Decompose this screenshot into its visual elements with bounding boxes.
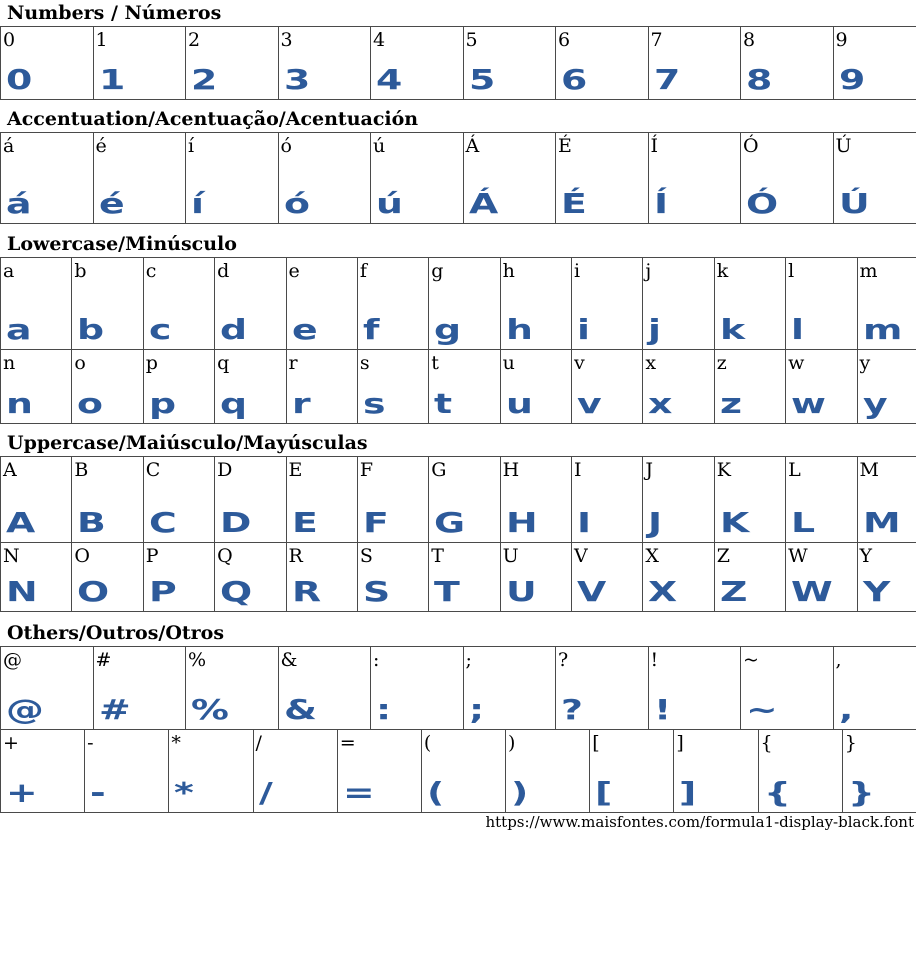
character-label: 5 — [465, 29, 478, 51]
character-label: V — [574, 545, 588, 567]
character-label: S — [359, 545, 373, 567]
character-label: d — [217, 260, 230, 282]
font-glyph-sample: R — [291, 575, 321, 608]
glyph-cell — [1, 457, 72, 543]
font-glyph-sample: v — [577, 387, 602, 420]
character-label: 2 — [188, 29, 201, 51]
glyph-cell — [643, 350, 714, 424]
font-glyph-sample: p — [148, 387, 176, 420]
font-glyph-sample: = — [342, 776, 375, 809]
glyph-cell — [463, 133, 556, 224]
character-label: L — [788, 459, 801, 481]
character-label: Y — [859, 545, 873, 567]
character-label: K — [716, 459, 731, 481]
glyph-cell — [429, 258, 500, 350]
glyph-cell — [500, 258, 571, 350]
glyph-cell — [857, 350, 916, 424]
font-glyph-sample: O — [77, 575, 110, 608]
glyph-cell — [286, 543, 357, 612]
character-label: T — [431, 545, 444, 567]
glyph-cell — [741, 133, 834, 224]
glyph-cell — [857, 543, 916, 612]
glyph-cell — [93, 647, 186, 730]
font-glyph-sample: ( — [426, 776, 445, 809]
character-label: j — [645, 260, 652, 282]
character-label: É — [558, 135, 572, 157]
character-label: + — [3, 732, 19, 754]
character-label: W — [788, 545, 808, 567]
glyph-cell — [714, 543, 785, 612]
glyph-cell — [1, 350, 72, 424]
glyph-cell — [169, 730, 253, 813]
font-glyph-sample: l — [791, 313, 805, 346]
character-label: 1 — [95, 29, 108, 51]
character-label: i — [574, 260, 581, 282]
character-label: % — [188, 649, 207, 671]
font-glyph-sample: z — [719, 387, 742, 420]
character-label: o — [74, 352, 86, 374]
character-label: 6 — [558, 29, 571, 51]
character-label: = — [339, 732, 356, 754]
glyph-cell — [85, 730, 169, 813]
character-label: k — [716, 260, 729, 282]
glyph-cell — [357, 543, 428, 612]
character-label: á — [3, 135, 15, 157]
glyph-cell — [286, 457, 357, 543]
font-glyph-sample: ) — [511, 776, 529, 809]
character-label: A — [3, 459, 17, 481]
character-label: / — [255, 732, 262, 754]
character-label: : — [373, 649, 380, 671]
font-glyph-sample: a — [6, 313, 32, 346]
character-label: { — [760, 732, 773, 754]
glyph-cell — [72, 350, 143, 424]
glyph-cell — [833, 27, 916, 100]
character-label: ! — [650, 649, 659, 671]
glyph-row — [1, 543, 916, 612]
font-glyph-sample: q — [220, 387, 248, 420]
grid-others-row-2 — [0, 729, 916, 813]
grid-numbers — [0, 26, 916, 100]
character-label: f — [359, 260, 367, 282]
glyph-cell — [286, 258, 357, 350]
font-glyph-sample: É — [561, 187, 587, 220]
font-glyph-sample: C — [148, 506, 177, 539]
font-glyph-sample: r — [291, 387, 311, 420]
font-glyph-sample: P — [148, 575, 177, 608]
font-glyph-sample: ? — [561, 693, 583, 726]
glyph-cell — [429, 543, 500, 612]
character-label: ; — [465, 649, 472, 671]
font-glyph-sample: 3 — [283, 63, 310, 96]
font-glyph-sample: u — [505, 387, 533, 420]
character-label: O — [74, 545, 90, 567]
character-label: E — [288, 459, 303, 481]
font-glyph-sample: W — [791, 575, 833, 608]
font-glyph-sample: H — [505, 506, 538, 539]
character-label: 7 — [650, 29, 663, 51]
font-glyph-sample: % — [191, 693, 229, 726]
font-glyph-sample: J — [648, 506, 663, 539]
character-label: ~ — [743, 649, 759, 671]
font-glyph-sample: 9 — [838, 63, 865, 96]
character-label: z — [716, 352, 727, 374]
grid-lowercase — [0, 257, 916, 424]
source-url: https://www.maisfontes.com/formula1-display-black.font — [485, 813, 914, 831]
character-label: X — [645, 545, 659, 567]
glyph-cell — [842, 730, 916, 813]
glyph-cell — [786, 457, 857, 543]
font-glyph-sample: d — [220, 313, 248, 346]
font-glyph-sample: , — [838, 693, 853, 726]
character-label: B — [74, 459, 89, 481]
font-glyph-sample: A — [6, 506, 36, 539]
glyph-cell — [357, 350, 428, 424]
character-label: I — [574, 459, 582, 481]
character-label: w — [788, 352, 805, 374]
font-glyph-sample: Í — [653, 187, 668, 220]
font-glyph-sample: i — [577, 313, 590, 346]
character-label: N — [3, 545, 20, 567]
glyph-cell — [500, 350, 571, 424]
character-label: ( — [423, 732, 432, 754]
font-glyph-sample: ú — [376, 187, 403, 220]
character-label: ú — [373, 135, 386, 157]
glyph-cell — [143, 457, 214, 543]
font-glyph-sample: á — [6, 187, 32, 220]
font-glyph-sample: ] — [679, 776, 697, 809]
character-label: s — [359, 352, 370, 374]
glyph-cell — [72, 543, 143, 612]
grid-others-row-1 — [0, 646, 916, 730]
character-label: m — [859, 260, 878, 282]
font-glyph-sample: n — [6, 387, 33, 420]
character-label: , — [835, 649, 842, 671]
glyph-cell — [572, 543, 643, 612]
glyph-cell — [278, 647, 371, 730]
glyph-cell — [833, 647, 916, 730]
font-glyph-sample: 4 — [376, 63, 403, 96]
font-glyph-sample: ó — [283, 187, 310, 220]
glyph-cell — [337, 730, 421, 813]
font-glyph-sample: T — [434, 575, 461, 608]
glyph-cell — [572, 350, 643, 424]
glyph-cell — [253, 730, 337, 813]
glyph-cell — [143, 543, 214, 612]
font-glyph-sample: m — [862, 313, 902, 346]
font-glyph-sample: 6 — [561, 63, 588, 96]
character-label: 9 — [835, 29, 848, 51]
font-glyph-sample: - — [90, 776, 106, 809]
font-glyph-sample: L — [791, 506, 816, 539]
glyph-cell — [556, 133, 649, 224]
character-label: v — [574, 352, 585, 374]
character-label: H — [502, 459, 520, 481]
font-glyph-sample: Ú — [838, 187, 870, 220]
font-glyph-sample: # — [98, 693, 131, 726]
section-title-numbers: Numbers / Números — [7, 2, 222, 24]
character-label: * — [171, 732, 181, 754]
character-label: Í — [650, 135, 659, 157]
glyph-cell — [643, 543, 714, 612]
character-label: l — [788, 260, 795, 282]
character-label: r — [288, 352, 298, 374]
character-label: Á — [465, 135, 480, 157]
font-glyph-sample: o — [77, 387, 104, 420]
character-label: Ú — [835, 135, 852, 157]
font-glyph-sample: k — [719, 313, 745, 346]
character-label: & — [280, 649, 298, 671]
glyph-cell — [72, 457, 143, 543]
glyph-cell — [1, 133, 94, 224]
character-label: e — [288, 260, 300, 282]
glyph-cell — [429, 457, 500, 543]
font-glyph-sample: t — [434, 387, 453, 420]
glyph-row — [1, 258, 916, 350]
font-glyph-sample: / — [258, 776, 273, 809]
glyph-cell — [357, 258, 428, 350]
character-label: 3 — [280, 29, 293, 51]
font-glyph-sample: 5 — [468, 63, 495, 96]
glyph-cell — [833, 133, 916, 224]
character-label: p — [145, 352, 158, 374]
font-glyph-sample: e — [291, 313, 318, 346]
glyph-cell — [429, 350, 500, 424]
character-label: C — [145, 459, 161, 481]
font-glyph-sample: j — [648, 313, 662, 346]
font-glyph-sample: B — [77, 506, 107, 539]
font-glyph-sample: x — [648, 387, 673, 420]
glyph-cell — [786, 258, 857, 350]
character-label: J — [645, 459, 653, 481]
grid-uppercase — [0, 456, 916, 612]
glyph-cell — [643, 457, 714, 543]
glyph-cell — [857, 457, 916, 543]
character-label: 0 — [3, 29, 16, 51]
font-glyph-sample: í — [191, 187, 204, 220]
font-glyph-sample: } — [847, 776, 875, 809]
glyph-cell — [648, 647, 741, 730]
glyph-cell — [643, 258, 714, 350]
character-label: u — [502, 352, 515, 374]
glyph-cell — [572, 457, 643, 543]
glyph-cell — [215, 350, 286, 424]
font-glyph-sample: 0 — [6, 63, 33, 96]
font-glyph-sample: K — [719, 506, 750, 539]
section-title-uppercase: Uppercase/Maiúsculo/Mayúsculas — [7, 432, 368, 454]
character-label: n — [3, 352, 16, 374]
font-glyph-sample: 7 — [653, 63, 680, 96]
font-glyph-sample: Ó — [746, 187, 779, 220]
glyph-cell — [215, 543, 286, 612]
font-glyph-sample: { — [763, 776, 791, 809]
glyph-cell — [674, 730, 758, 813]
glyph-row — [1, 647, 916, 730]
font-glyph-sample: F — [362, 506, 389, 539]
glyph-cell — [572, 258, 643, 350]
font-glyph-sample: Y — [862, 575, 890, 608]
character-label: P — [145, 545, 159, 567]
glyph-cell — [500, 543, 571, 612]
font-glyph-sample: [ — [595, 776, 613, 809]
character-label: q — [217, 352, 230, 374]
glyph-cell — [758, 730, 842, 813]
glyph-cell — [143, 258, 214, 350]
character-label: c — [145, 260, 157, 282]
glyph-cell — [741, 647, 834, 730]
glyph-cell — [590, 730, 674, 813]
character-label: - — [87, 732, 94, 754]
font-glyph-sample: & — [283, 693, 317, 726]
glyph-cell — [371, 133, 464, 224]
glyph-cell — [463, 27, 556, 100]
font-glyph-sample: Z — [719, 575, 748, 608]
character-label: ) — [508, 732, 516, 754]
font-glyph-sample: * — [174, 776, 195, 809]
glyph-cell — [648, 27, 741, 100]
font-glyph-sample: s — [362, 387, 386, 420]
font-glyph-sample: ! — [653, 693, 671, 726]
glyph-cell — [143, 350, 214, 424]
character-label: M — [859, 459, 879, 481]
glyph-cell — [857, 258, 916, 350]
glyph-row — [1, 457, 916, 543]
glyph-cell — [278, 27, 371, 100]
character-label: a — [3, 260, 15, 282]
glyph-cell — [1, 647, 94, 730]
glyph-cell — [371, 27, 464, 100]
glyph-cell — [93, 133, 186, 224]
character-label: } — [844, 732, 857, 754]
glyph-cell — [186, 27, 279, 100]
font-glyph-sample: @ — [6, 693, 44, 726]
glyph-cell — [278, 133, 371, 224]
glyph-row — [1, 27, 916, 100]
glyph-cell — [286, 350, 357, 424]
font-glyph-sample: 8 — [746, 63, 773, 96]
glyph-cell — [72, 258, 143, 350]
font-glyph-sample: ; — [468, 693, 484, 726]
font-glyph-sample: 1 — [98, 63, 125, 96]
font-glyph-sample: U — [505, 575, 537, 608]
glyph-cell — [741, 27, 834, 100]
character-label: D — [217, 459, 233, 481]
character-label: R — [288, 545, 303, 567]
glyph-cell — [556, 27, 649, 100]
glyph-row — [1, 350, 916, 424]
font-glyph-sample: é — [98, 187, 125, 220]
section-title-others: Others/Outros/Otros — [7, 622, 225, 644]
character-label: @ — [3, 649, 22, 671]
character-label: ] — [676, 732, 684, 754]
character-label: b — [74, 260, 87, 282]
font-glyph-sample: S — [362, 575, 391, 608]
glyph-cell — [371, 647, 464, 730]
character-label: t — [431, 352, 439, 374]
font-glyph-sample: y — [862, 387, 888, 420]
font-glyph-sample: 2 — [191, 63, 218, 96]
font-glyph-sample: M — [862, 506, 901, 539]
glyph-row — [1, 730, 916, 813]
glyph-cell — [506, 730, 590, 813]
glyph-cell — [186, 133, 279, 224]
grid-accents — [0, 132, 916, 224]
character-label: Ó — [743, 135, 759, 157]
font-glyph-sample: b — [77, 313, 105, 346]
glyph-cell — [556, 647, 649, 730]
glyph-cell — [1, 543, 72, 612]
font-glyph-sample: + — [6, 776, 38, 809]
font-glyph-sample: Q — [220, 575, 253, 608]
character-label: # — [95, 649, 112, 671]
glyph-cell — [714, 350, 785, 424]
character-label: 4 — [373, 29, 386, 51]
glyph-row — [1, 133, 916, 224]
character-label: g — [431, 260, 444, 282]
font-glyph-sample: h — [505, 313, 533, 346]
character-label: G — [431, 459, 447, 481]
glyph-cell — [93, 27, 186, 100]
glyph-cell — [786, 543, 857, 612]
font-glyph-sample: G — [434, 506, 466, 539]
font-glyph-sample: N — [6, 575, 38, 608]
font-glyph-sample: I — [577, 506, 592, 539]
font-glyph-sample: V — [577, 575, 607, 608]
section-title-lowercase: Lowercase/Minúsculo — [7, 233, 237, 255]
font-glyph-sample: f — [362, 313, 380, 346]
section-title-accents: Accentuation/Acentuação/Acentuación — [7, 108, 419, 130]
font-glyph-sample: X — [648, 575, 678, 608]
character-label: ó — [280, 135, 292, 157]
glyph-cell — [500, 457, 571, 543]
glyph-cell — [714, 457, 785, 543]
character-label: x — [645, 352, 657, 374]
font-glyph-sample: c — [148, 313, 172, 346]
glyph-cell — [714, 258, 785, 350]
font-glyph-sample: D — [220, 506, 252, 539]
glyph-cell — [1, 27, 94, 100]
font-glyph-sample: w — [791, 387, 827, 420]
character-label: Z — [716, 545, 730, 567]
glyph-cell — [215, 258, 286, 350]
glyph-cell — [648, 133, 741, 224]
character-label: 8 — [743, 29, 756, 51]
glyph-cell — [786, 350, 857, 424]
font-glyph-sample: E — [291, 506, 318, 539]
glyph-cell — [186, 647, 279, 730]
glyph-cell — [357, 457, 428, 543]
character-label: é — [95, 135, 107, 157]
character-label: ? — [558, 649, 569, 671]
glyph-cell — [1, 258, 72, 350]
character-label: y — [859, 352, 871, 374]
font-glyph-sample: g — [434, 313, 462, 346]
font-glyph-sample: ~ — [746, 693, 778, 726]
font-glyph-sample: Á — [468, 187, 498, 220]
glyph-cell — [463, 647, 556, 730]
character-label: F — [359, 459, 374, 481]
character-label: h — [502, 260, 515, 282]
glyph-cell — [1, 730, 85, 813]
font-glyph-sample: : — [376, 693, 392, 726]
character-label: Q — [217, 545, 233, 567]
glyph-cell — [421, 730, 505, 813]
character-label: í — [188, 135, 195, 157]
character-label: [ — [592, 732, 600, 754]
glyph-cell — [215, 457, 286, 543]
character-label: U — [502, 545, 519, 567]
